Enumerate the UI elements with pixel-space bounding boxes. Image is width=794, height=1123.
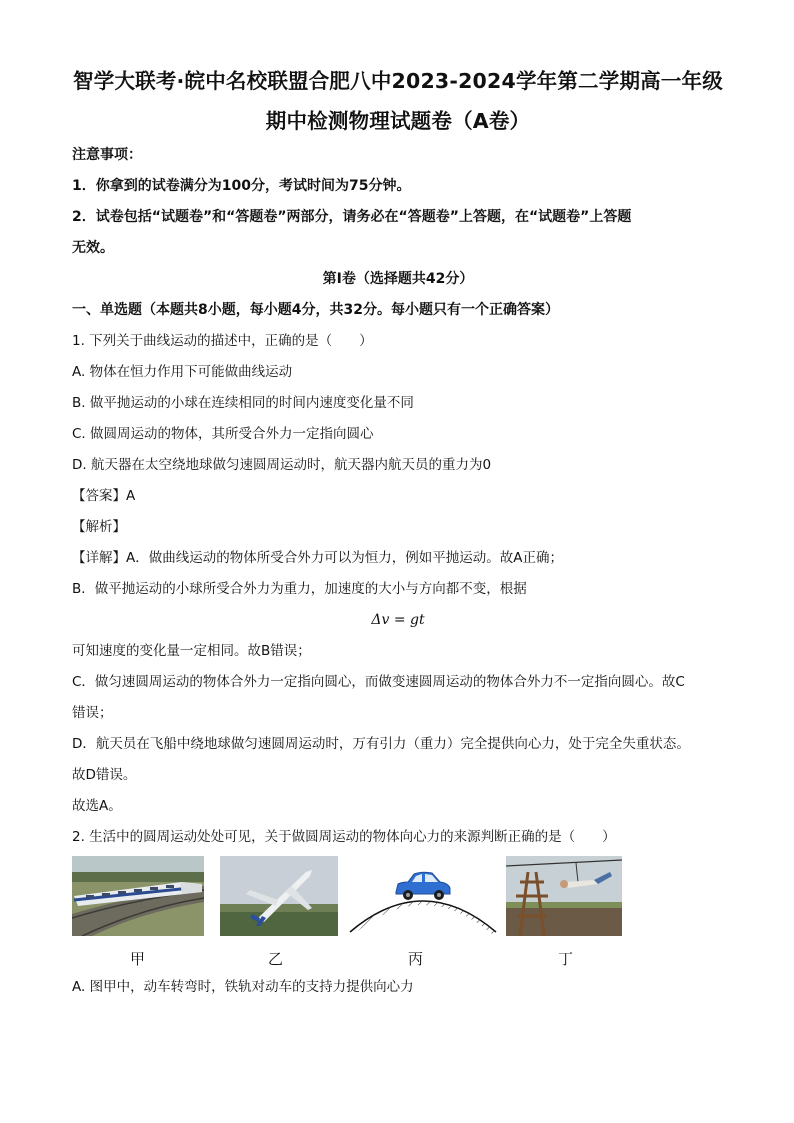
q1-stem: 1. 下列关于曲线运动的描述中，正确的是（ ） [72, 333, 373, 349]
train-figure [72, 856, 204, 936]
exam-page [72, 66, 724, 998]
q1-detail-c: C．做匀速圆周运动的物体合外力一定指向圆心，而做变速圆周运动的物体合外力不一定指向圆心。故C [72, 674, 685, 690]
q1-detail-b: B．做平抛运动的小球所受合外力为重力，加速度的大小与方向都不变，根据 [72, 581, 527, 597]
q1-formula: Δv = gt [371, 612, 425, 628]
exam-title-line1: 智学大联考·皖中名校联盟合肥八中2023-2024学年第二学期高一年级 [73, 69, 723, 93]
q1-analysis: 【解析】 [72, 519, 126, 535]
section-heading: 一、单选题（本题共8小题，每小题4分，共32分。每小题只有一个正确答案） [72, 302, 559, 318]
notes-item-1: 1．你拿到的试卷满分为100分，考试时间为75分钟。 [72, 178, 411, 194]
q1-detail-a: 【详解】A．做曲线运动的物体所受合外力可以为恒力，例如平抛运动。故A正确； [72, 550, 563, 566]
q1-option-d: D. 航天器在太空绕地球做匀速圆周运动时，航天器内航天员的重力为0 [72, 457, 492, 473]
q2-option-a: A. 图甲中，动车转弯时，铁轨对动车的支持力提供向心力 [72, 979, 414, 995]
q2-figures [72, 856, 724, 976]
exam-title-line2: 期中检测物理试题卷（A卷） [265, 109, 531, 133]
q1-option-c: C. 做圆周运动的物体，其所受合外力一定指向圆心 [72, 426, 374, 442]
q1-detail-b-cont: 可知速度的变化量一定相同。故B错误； [72, 643, 311, 659]
q1-conclusion: 故选A。 [72, 798, 122, 814]
car-on-bridge-figure [348, 856, 498, 936]
q1-option-b: B. 做平抛运动的小球在连续相同的时间内速度变化量不同 [72, 395, 414, 411]
zipline-figure [506, 856, 622, 936]
q1-detail-c-cont: 错误； [72, 705, 113, 721]
figure-label-jia: 甲 [130, 950, 146, 968]
q1-answer: 【答案】A [72, 488, 136, 504]
figure-label-bing: 丙 [408, 950, 424, 968]
notes-item-2: 2．试卷包括“试题卷”和“答题卷”两部分，请务必在“答题卷”上答题，在“试题卷”上答题 [72, 209, 632, 225]
q2-stem: 2. 生活中的圆周运动处处可见，关于做圆周运动的物体向心力的来源判断正确的是（ ） [72, 829, 616, 845]
notes-heading: 注意事项： [72, 147, 142, 163]
figure-label-ding: 丁 [558, 950, 574, 968]
airplane-figure [220, 856, 338, 936]
figure-label-yi: 乙 [268, 950, 284, 968]
notes-item-2-cont: 无效。 [72, 240, 114, 256]
part-title: 第Ⅰ卷（选择题共42分） [322, 271, 474, 287]
q1-detail-d: D．航天员在飞船中绕地球做匀速圆周运动时，万有引力（重力）完全提供向心力，处于完全失重状态。 [72, 736, 690, 752]
q1-option-a: A. 物体在恒力作用下可能做曲线运动 [72, 364, 293, 380]
q1-detail-d-cont: 故D错误。 [72, 767, 137, 783]
